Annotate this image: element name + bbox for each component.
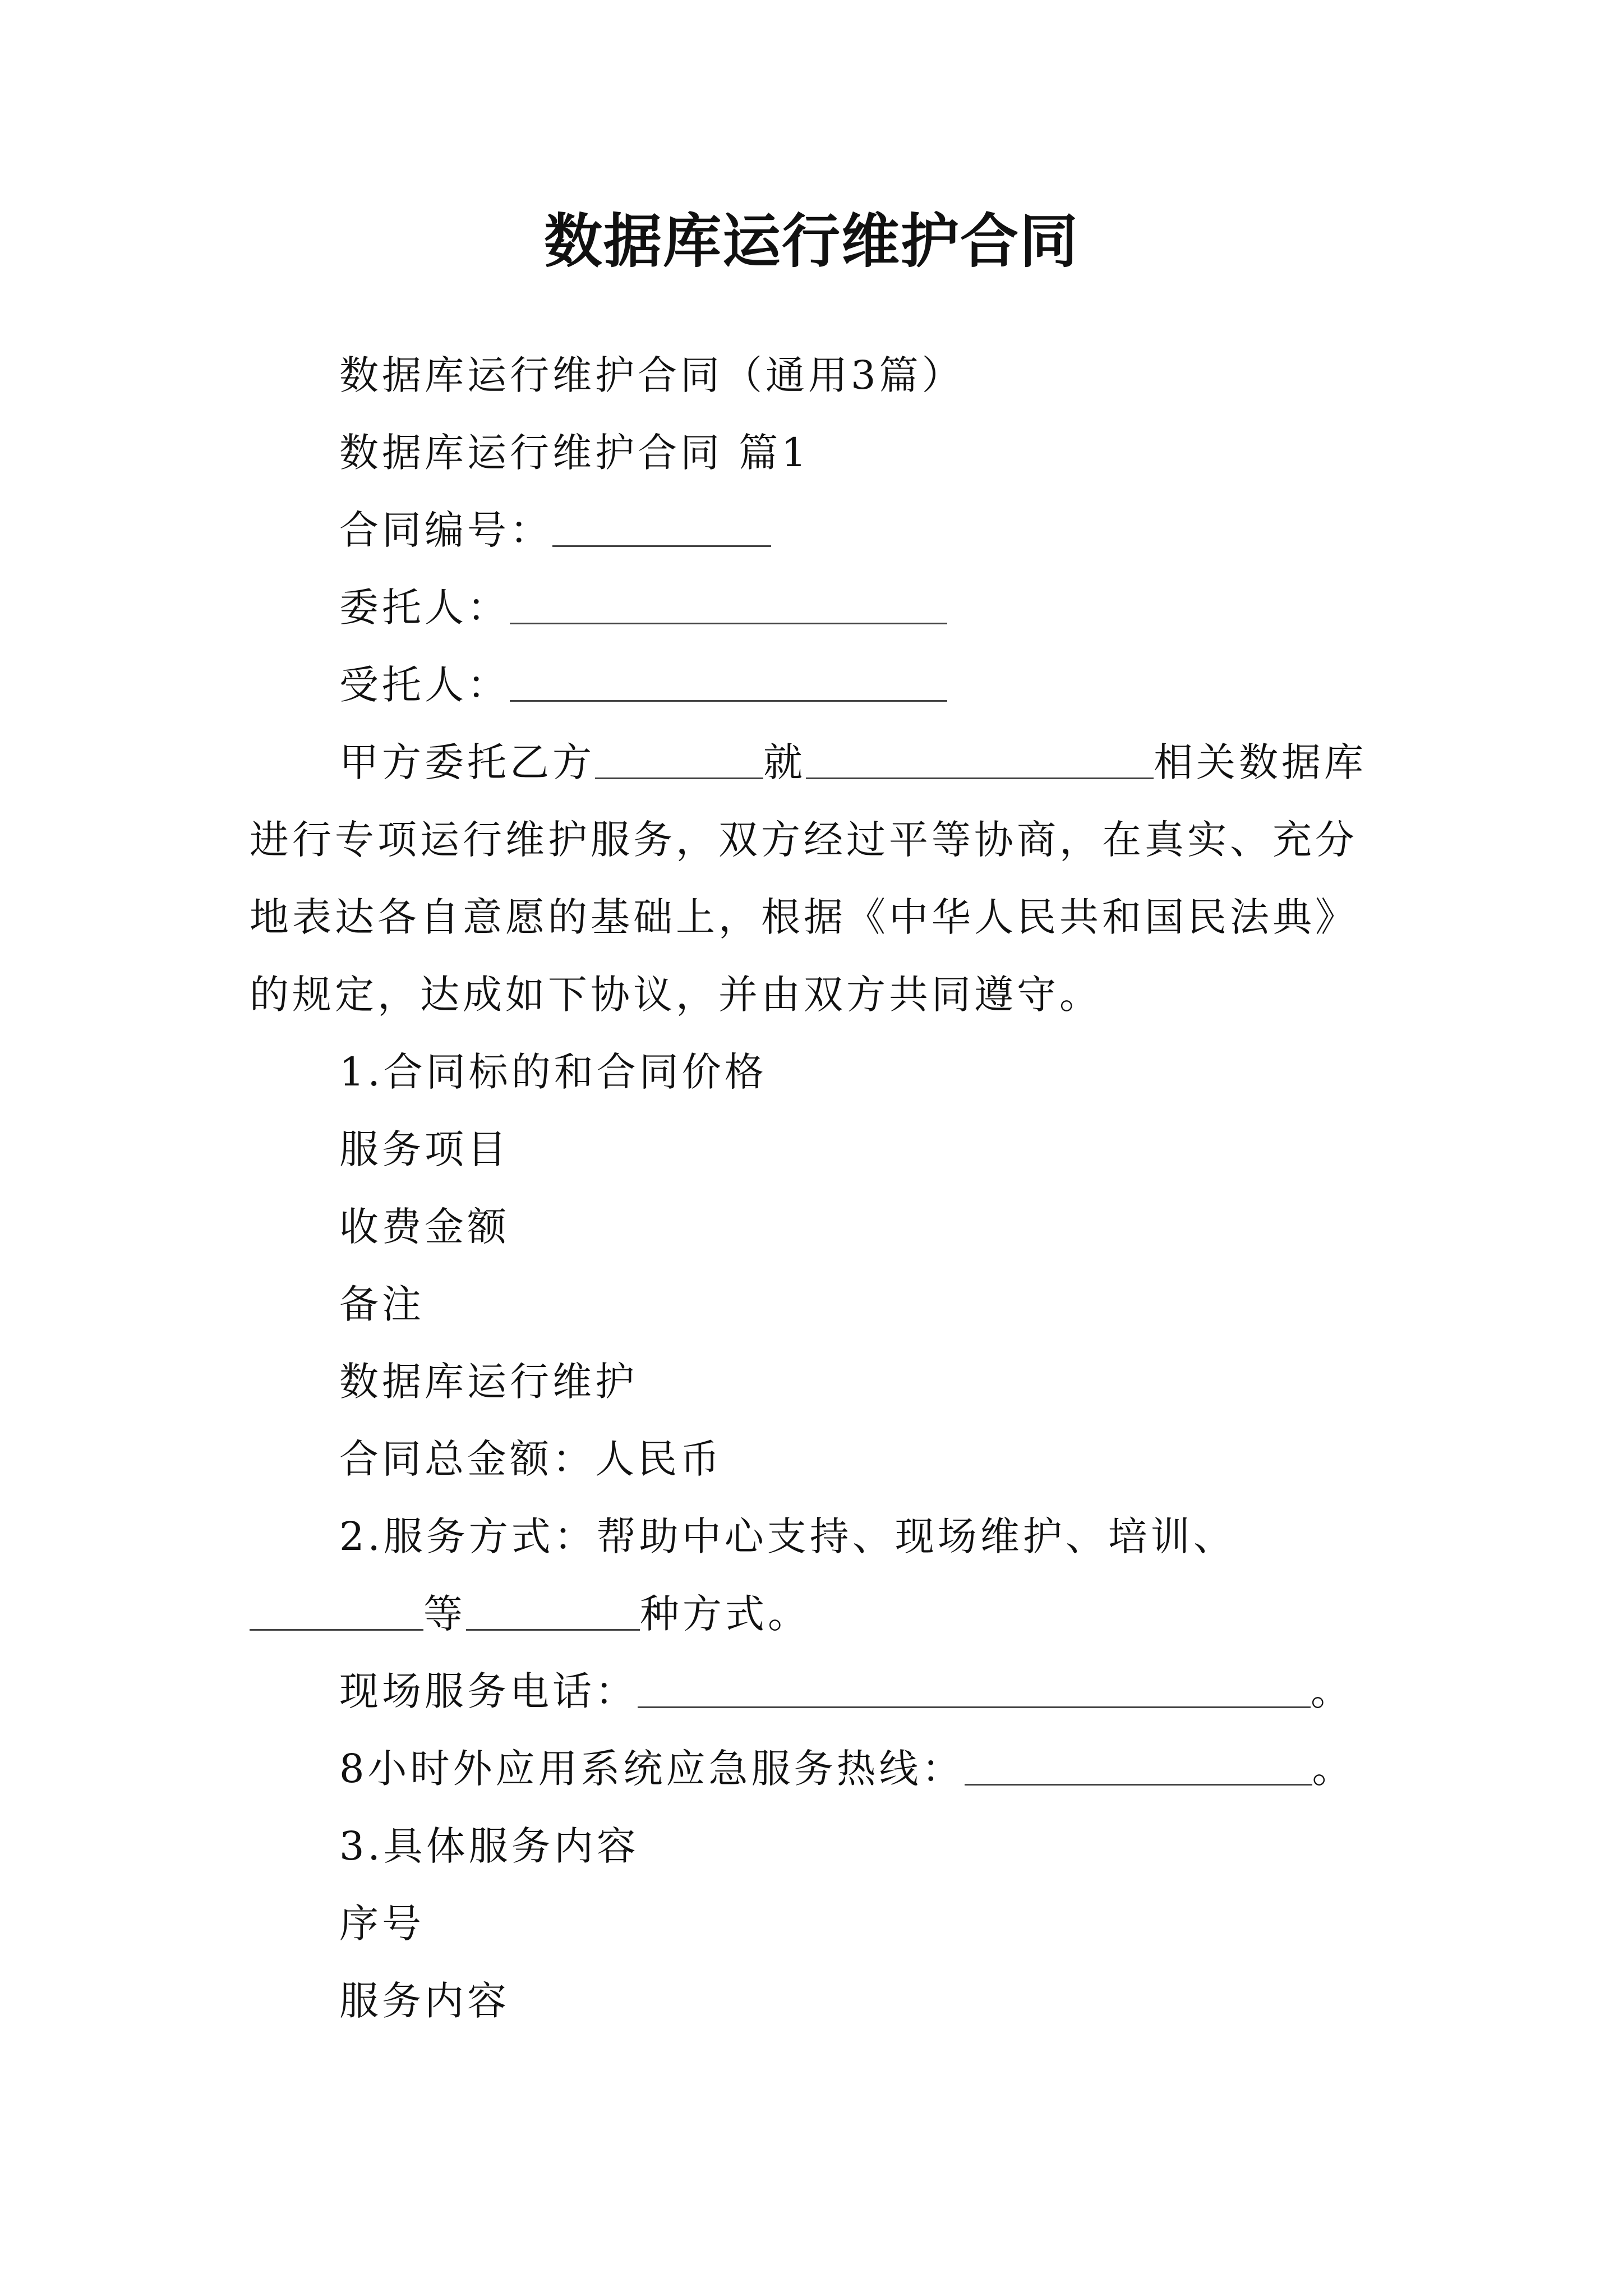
section-heading: 数据库运行维护合同 篇1 bbox=[339, 430, 810, 476]
intro-part-2: 就 bbox=[763, 739, 806, 785]
contract-number-line bbox=[250, 491, 1394, 569]
onsite-phone-end: 。 bbox=[1311, 1668, 1353, 1714]
item3-heading: 3.具体服务内容 bbox=[339, 1823, 639, 1869]
intro-part-1: 甲方委托乙方 bbox=[339, 739, 595, 785]
row-service: 数据库运行维护 bbox=[339, 1359, 638, 1405]
service-method-blank bbox=[250, 1591, 423, 1631]
scope-blank bbox=[806, 740, 1154, 779]
hotline-blank bbox=[965, 1746, 1312, 1786]
hotline-line bbox=[250, 1730, 1394, 1807]
contract-number-blank bbox=[552, 508, 771, 547]
client-line bbox=[250, 569, 1394, 646]
item2-part-3: 种方式。 bbox=[640, 1591, 810, 1637]
client-label: 委托人： bbox=[339, 585, 510, 631]
hotline-label: 8小时外应用系统应急服务热线： bbox=[339, 1746, 965, 1792]
onsite-phone-blank bbox=[638, 1669, 1311, 1708]
document-body bbox=[250, 337, 1394, 2040]
document-title: 数据库运行维护合同 bbox=[543, 207, 1079, 275]
subtitle: 数据库运行维护合同（通用3篇） bbox=[339, 352, 965, 398]
intro-paragraph bbox=[250, 724, 1394, 1033]
intro-part-3: 相关数据库进行专项运行维护服务，双方经过平等协商，在真实、充分地表达各自意愿的基础上，根据《中华人民共和国民法典》的规定，达成如下协议，并由双方共同遵守。 bbox=[250, 739, 1367, 1018]
onsite-phone-line bbox=[250, 1653, 1394, 1730]
item1-heading: 1.合同标的和合同价格 bbox=[339, 1049, 767, 1095]
item2-part-1: 2.服务方式：帮助中心支持、现场维护、培训、 bbox=[339, 1513, 1236, 1559]
client-blank bbox=[510, 585, 947, 624]
col-service-content: 服务内容 bbox=[339, 1978, 510, 2024]
item2-part-2: 等 bbox=[423, 1591, 466, 1637]
total-amount: 合同总金额：人民币 bbox=[339, 1436, 723, 1482]
method-count-blank bbox=[466, 1591, 640, 1631]
col-remark: 备注 bbox=[339, 1281, 425, 1327]
col-fee: 收费金额 bbox=[339, 1204, 510, 1250]
trustee-blank bbox=[510, 662, 947, 702]
col-service-item: 服务项目 bbox=[339, 1126, 510, 1172]
col-seq: 序号 bbox=[339, 1901, 425, 1947]
contract-number-label: 合同编号： bbox=[339, 507, 552, 553]
trustee-line bbox=[250, 646, 1394, 724]
onsite-phone-label: 现场服务电话： bbox=[339, 1668, 638, 1714]
item2-paragraph bbox=[250, 1498, 1394, 1653]
party-b-blank bbox=[595, 740, 763, 779]
hotline-end: 。 bbox=[1312, 1746, 1355, 1792]
trustee-label: 受托人： bbox=[339, 662, 510, 708]
